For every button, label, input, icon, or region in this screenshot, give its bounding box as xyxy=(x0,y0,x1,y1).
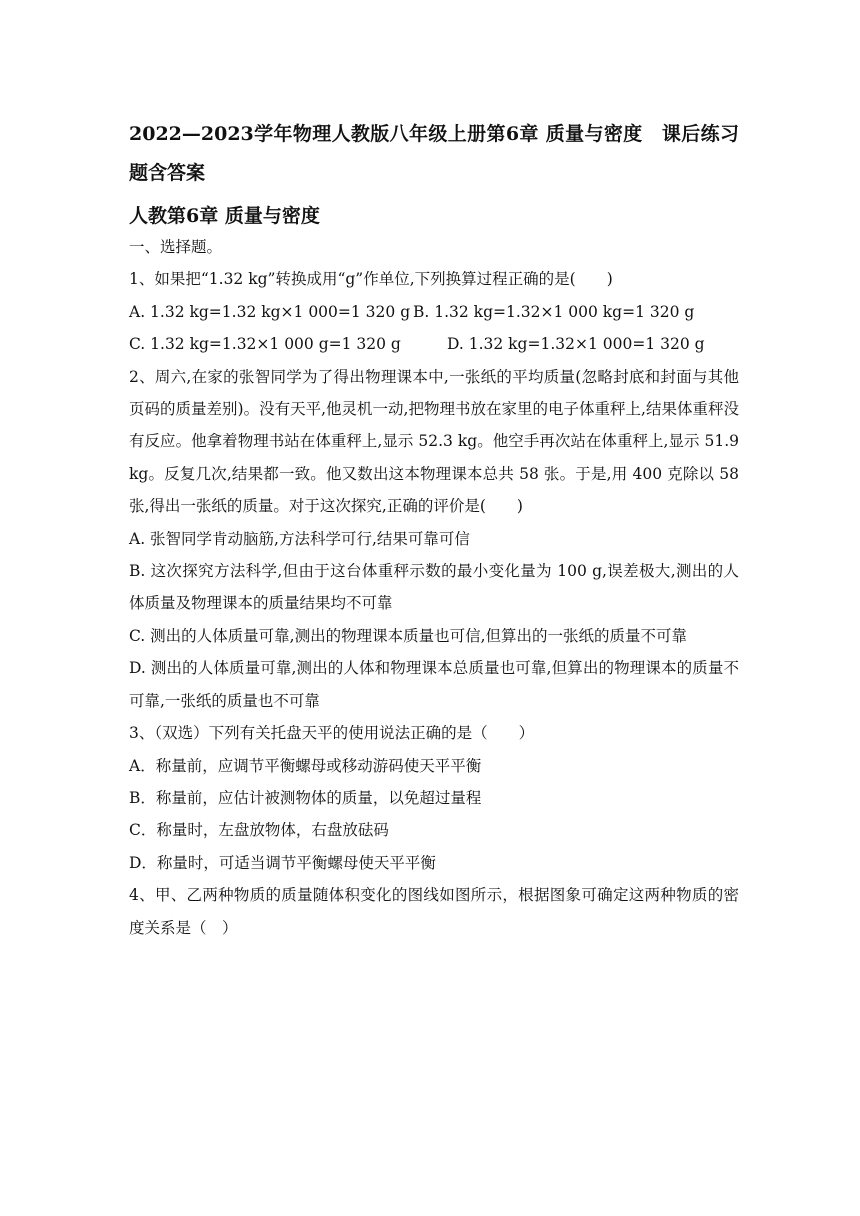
question-2-option-d: D. 测出的人体质量可靠,测出的人体和物理课本总质量也可靠,但算出的物理课本的质量不可靠,一张纸的质量也不可靠 xyxy=(129,659,739,710)
document-content xyxy=(129,115,739,944)
question-1-option-b: B. 1.32 kg=1.32×1 000 kg=1 320 g xyxy=(413,302,695,321)
question-3-option-b: B．称量前，应估计被测物体的质量，以免超过量程 xyxy=(129,788,482,807)
question-4-stem: 4、甲、乙两种物质的质量随体积变化的图线如图所示，根据图象可确定这两种物质的密度关系是（ ） xyxy=(129,886,739,937)
question-1-option-c: C. 1.32 kg=1.32×1 000 g=1 320 g xyxy=(129,335,401,354)
question-3-option-c: C．称量时，左盘放物体，右盘放砝码 xyxy=(129,821,389,840)
question-3-stem: 3、（双选）下列有关托盘天平的使用说法正确的是（ ） xyxy=(129,724,535,743)
question-1-stem: 1、如果把“1.32 kg”转换成用“g”作单位,下列换算过程正确的是( ) xyxy=(129,270,613,289)
question-1-option-a: A. 1.32 kg=1.32 kg×1 000=1 320 g xyxy=(129,302,411,321)
question-2-stem: 2、周六,在家的张智同学为了得出物理课本中,一张纸的平均质量(忽略封底和封面与其他页码的质量差别)。没有天平,他灵机一动,把物理书放在家里的电子体重秤上,结果体重秤没有反应。他拿着物理书站在体重秤上,显示 52.3 kg。他空手再次站在体重秤上,显示 51.9 kg。反复几次,结果都一致。他又数出这本物理课本总共 58 张。于是,用 400 克除以 58 张,得出一张纸的质量。对于这次探究,正确的评价是( ) xyxy=(129,367,739,516)
question-1-option-d: D. 1.32 kg=1.32×1 000=1 320 g xyxy=(447,335,705,354)
document-title: 2022—2023学年物理人教版八年级上册第6章 质量与密度 课后练习题含答案 xyxy=(129,123,739,184)
question-3-option-d: D．称量时，可适当调节平衡螺母使天平平衡 xyxy=(129,853,436,872)
chapter-heading: 人教第6章 质量与密度 xyxy=(129,205,320,227)
question-2-option-c: C. 测出的人体质量可靠,测出的物理课本质量也可信,但算出的一张纸的质量不可靠 xyxy=(129,626,688,645)
section-heading: 一、选择题。 xyxy=(129,238,223,256)
question-2-option-a: A. 张智同学肯动脑筋,方法科学可行,结果可靠可信 xyxy=(129,529,470,548)
question-1-options-row-2 xyxy=(129,328,739,360)
question-1-options-row-1 xyxy=(129,296,739,328)
question-2-option-b: B. 这次探究方法科学,但由于这台体重秤示数的最小变化量为 100 g,误差极大,测出的人体质量及物理课本的质量结果均不可靠 xyxy=(129,562,739,613)
question-3-option-a: A．称量前，应调节平衡螺母或移动游码使天平平衡 xyxy=(129,756,482,775)
